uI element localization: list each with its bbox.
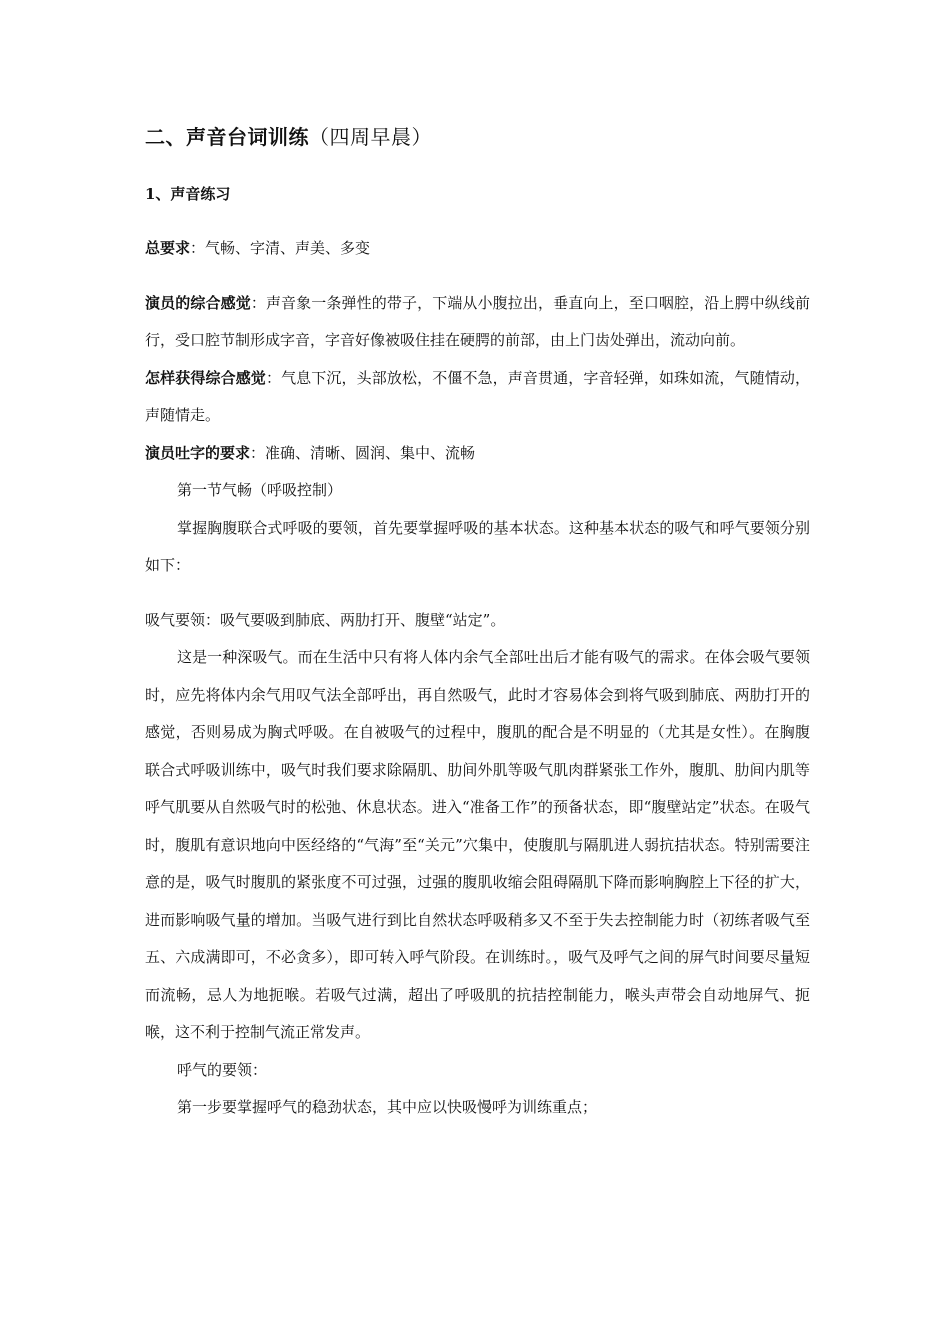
subsection-title: 1、声音练习 <box>145 185 231 203</box>
inhale-title: 吸气要领：吸气要吸到肺底、两肋打开、腹壁“站定”。 <box>145 610 506 629</box>
exhale-paragraph: 第一步要掌握呼气的稳劲状态，其中应以快吸慢呼为训练重点； <box>177 1098 598 1116</box>
general-requirement: 总要求：气畅、字清、声美、多变 <box>145 239 371 257</box>
inhale-paragraph: 这是一种深吸气。而在生活中只有将人体内余气全部吐出后才能有吸气的需求。在体会吸气要领时，应先将体内余气用叹气法全部呼出，再自然吸气，此时才容易体会到将气吸到肺底、两肋打开的感觉，否则易成为胸式呼吸。在自被吸气的过程中，腹肌的配合是不明显的（尤其是女性）。在胸腹联合式呼吸训练中，吸气时我们要求除隔肌、肋间外肌等吸气肌肉群紧张工作外，腹肌、肋间内肌等呼气肌要从自然吸气时的松弛、休息状态。进入“准备工作”的预备状态，即“腹壁站定”状态。在吸气时，腹肌有意识地向中医经络的“气海”至“关元”穴集中，使腹肌与隔肌进人弱抗拮状态。特别需要注意的是，吸气时腹肌的紧张度不可过强，过强的腹肌收缩会阻碍隔肌下降而影响胸腔上下径的扩大，进而影响吸气量的增加。当吸气进行到比自然状态呼吸稍多又不至于失去控制能力时（初练者吸气至五、六成满即可，不必贪多），即可转入呼气阶段。在训练时。，吸气及呼气之间的屏气时间要尽量短而流畅，忌人为地扼喉。若吸气过满，超出了呼吸肌的抗拮控制能力，喉头声带会自动地屏气、扼喉，这不利于控制气流正常发声。 <box>145 648 810 1041</box>
feeling-label: 演员的综合感觉 <box>145 293 251 312</box>
how-text: 气息下沉，头部放松，不僵不急，声音贯通，字音轻弹，如珠如流，气随情动，声随情走。 <box>145 368 810 424</box>
exhale-title: 呼气的要领： <box>177 1060 268 1079</box>
actor-feeling-paragraph: 演员的综合感觉：声音象一条弹性的带子，下端从小腹拉出，垂直向上，至口咽腔，沿上腭中纵线前行，受口腔节制形成字音，字音好像被吸住挂在硬腭的前部，由上门齿处弹出，流动向前。 <box>145 293 810 349</box>
document-body <box>145 118 810 1127</box>
diction-label: 演员吐字的要求 <box>145 443 251 462</box>
heading-paren: （四周早晨） <box>309 125 432 149</box>
requirement-text: 气畅、字清、声美、多变 <box>205 239 371 257</box>
lesson-title: 第一节气畅（呼吸控制） <box>177 481 343 499</box>
requirement-label: 总要求 <box>145 239 191 257</box>
section-heading <box>145 118 810 156</box>
diction-text: 准确、清晰、圆润、集中、流畅 <box>265 443 476 462</box>
how-to-paragraph: 怎样获得综合感觉：气息下沉，头部放松，不僵不急，声音贯通，字音轻弹，如珠如流，气随情动，声随情走。 <box>145 368 810 424</box>
basic-state-paragraph: 掌握胸腹联合式呼吸的要领，首先要掌握呼吸的基本状态。这种基本状态的吸气和呼气要领分别如下： <box>145 518 810 574</box>
feeling-text: 声音象一条弹性的带子，下端从小腹拉出，垂直向上，至口咽腔，沿上腭中纵线前行，受口腔节制形成字音，字音好像被吸住挂在硬腭的前部，由上门齿处弹出，流动向前。 <box>145 293 810 349</box>
diction-paragraph: 演员吐字的要求：准确、清晰、圆润、集中、流畅 <box>145 443 476 462</box>
how-label: 怎样获得综合感觉 <box>145 368 266 387</box>
heading-title: 二、声音台词训练 <box>145 125 309 149</box>
